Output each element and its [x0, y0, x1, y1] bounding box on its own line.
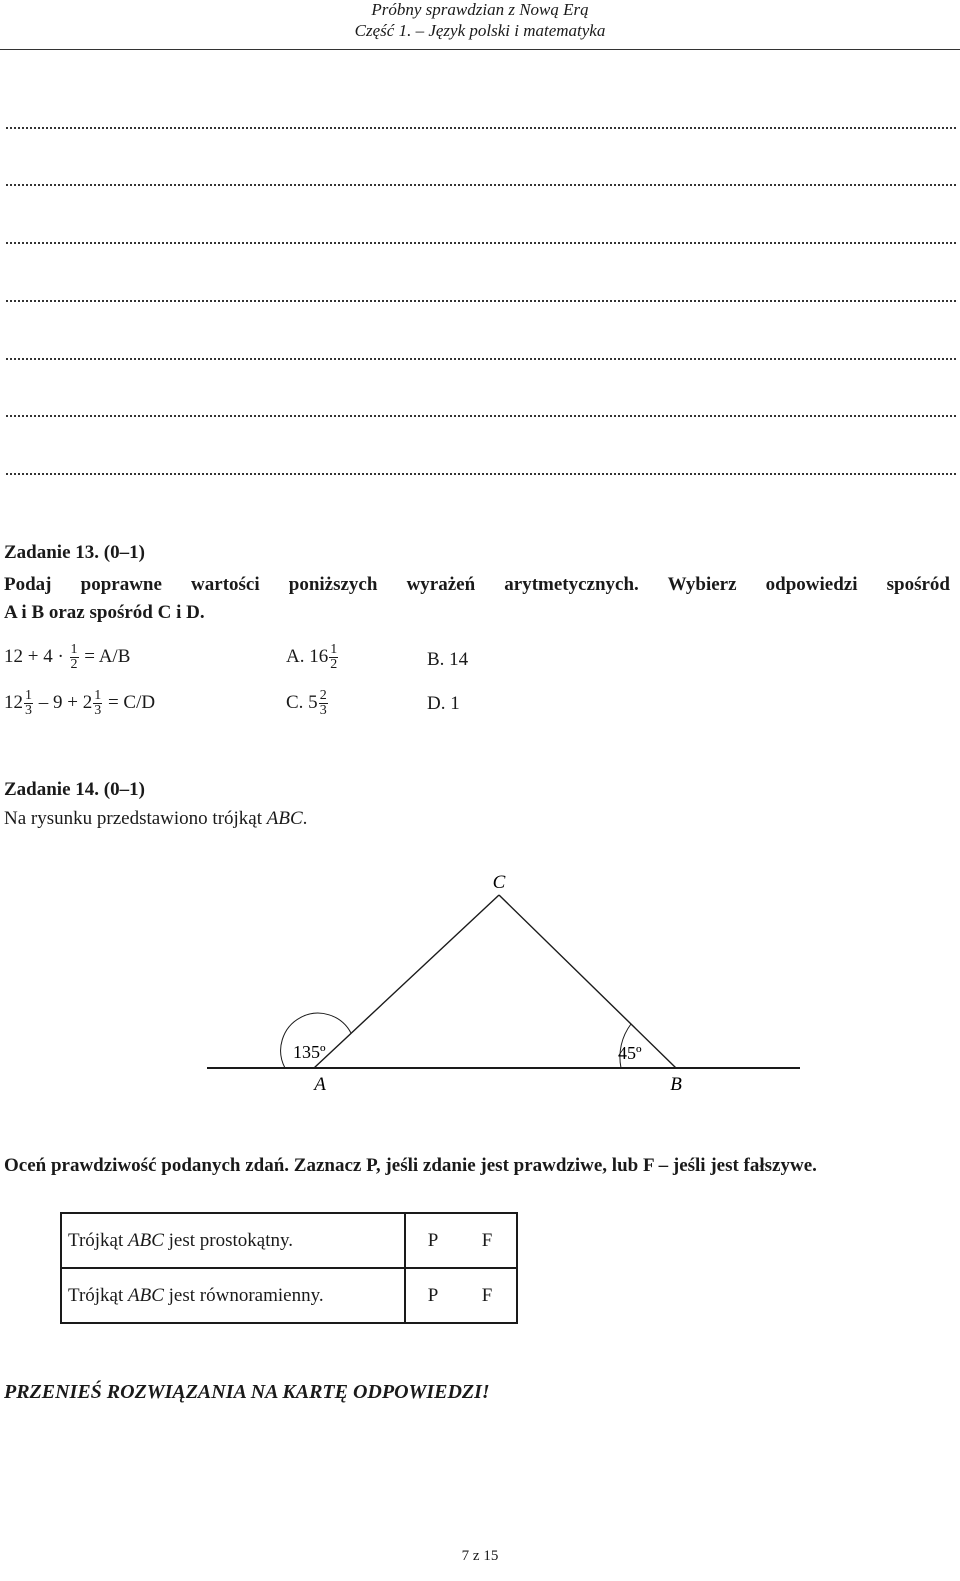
answer-line: [6, 473, 956, 475]
true-false-table: [60, 1212, 518, 1324]
fraction: [70, 643, 79, 672]
answer-line: [6, 184, 956, 186]
option-c: [286, 689, 329, 718]
option-b: B. 14: [427, 649, 469, 670]
answer-options-cell: [405, 1213, 517, 1268]
task13-expression-1: [4, 643, 130, 672]
fraction-denominator: 2: [330, 657, 338, 672]
statement-cell: [61, 1268, 405, 1323]
task14-intro-text: Na rysunku przedstawiono trójkąt: [4, 808, 267, 829]
fraction: [329, 643, 338, 672]
fraction-numerator: 1: [70, 642, 78, 657]
statement-italic: ABC: [128, 1284, 164, 1306]
fraction-denominator: 3: [25, 703, 32, 718]
fraction: [319, 689, 328, 718]
vertex-b-label: B: [670, 1074, 682, 1095]
answer-f[interactable]: F: [481, 1229, 493, 1251]
transfer-answers-note: PRZENIEŚ ROZWIĄZANIA NA KARTĘ ODPOWIEDZI!: [4, 1381, 490, 1403]
answer-line: [6, 358, 956, 360]
statement-post: jest prostokątny.: [163, 1229, 294, 1251]
fraction-denominator: 2: [70, 657, 78, 672]
task14-intro: [4, 808, 307, 830]
header-rule: [0, 49, 960, 50]
task13-expression-2: [4, 689, 155, 718]
option-a-label: A. 16: [286, 645, 329, 667]
answer-p[interactable]: P: [427, 1229, 439, 1251]
statement-pre: Trójkąt: [68, 1284, 129, 1306]
answer-line: [6, 127, 956, 129]
expr2-suffix: = C/D: [107, 691, 156, 713]
task14-intro-italic: ABC: [266, 808, 303, 829]
fraction-denominator: 3: [94, 703, 102, 718]
page-number: 7 z 15: [461, 1548, 499, 1564]
table-row: [61, 1213, 517, 1268]
expr1-suffix: = A/B: [84, 645, 131, 667]
option-c-label: C. 5: [286, 691, 318, 713]
fraction-numerator: 1: [94, 688, 102, 703]
fraction-numerator: 2: [319, 688, 327, 703]
angle-b-label: 45º: [618, 1043, 642, 1063]
option-a: [286, 643, 339, 672]
side-ac: [314, 895, 499, 1068]
answer-f[interactable]: F: [481, 1284, 493, 1306]
vertex-a-label: A: [314, 1074, 326, 1095]
task14-instruction: Oceń prawdziwość podanych zdań. Zaznacz P, jeśli zdanie jest prawdziwe, lub F – jeśli jest fałszywe.: [4, 1155, 817, 1176]
fraction: [24, 689, 33, 718]
option-d: D. 1: [427, 693, 460, 714]
statement-post: jest równoramienny.: [163, 1284, 324, 1306]
task13-instruction-line2: A i B oraz spośród C i D.: [4, 602, 205, 623]
statement-italic: ABC: [128, 1229, 164, 1251]
fraction-numerator: 1: [330, 642, 338, 657]
side-cb: [499, 895, 676, 1068]
answer-options-cell: [405, 1268, 517, 1323]
expr1-prefix: 12 + 4 ·: [4, 645, 64, 667]
answer-line: [6, 300, 956, 302]
table-row: [61, 1268, 517, 1323]
statement-cell: [61, 1213, 405, 1268]
fraction-numerator: 1: [25, 688, 32, 703]
answer-line: [6, 242, 956, 244]
statement-pre: Trójkąt: [68, 1229, 129, 1251]
fraction: [93, 689, 102, 718]
header-title: Próbny sprawdzian z Nową Erą: [371, 0, 589, 19]
fraction-denominator: 3: [319, 703, 327, 718]
expr2-middle: – 9 + 2: [38, 691, 93, 713]
task13-instruction-line1: Podaj poprawne wartości poniższych wyrażeń arytmetycznych. Wybierz odpowiedzi spośród: [4, 574, 950, 595]
header-subtitle: Część 1. – Język polski i matematyka: [354, 21, 606, 40]
answer-line: [6, 415, 956, 417]
task14-intro-end: .: [302, 808, 308, 829]
vertex-c-label: C: [492, 872, 506, 893]
task13-title: Zadanie 13. (0–1): [4, 542, 145, 563]
task14-title: Zadanie 14. (0–1): [4, 779, 145, 800]
answer-p[interactable]: P: [427, 1284, 439, 1306]
angle-a-label: 135º: [293, 1042, 326, 1062]
triangle-figure: [0, 860, 960, 1100]
expr2-whole-1: 12: [4, 691, 23, 713]
